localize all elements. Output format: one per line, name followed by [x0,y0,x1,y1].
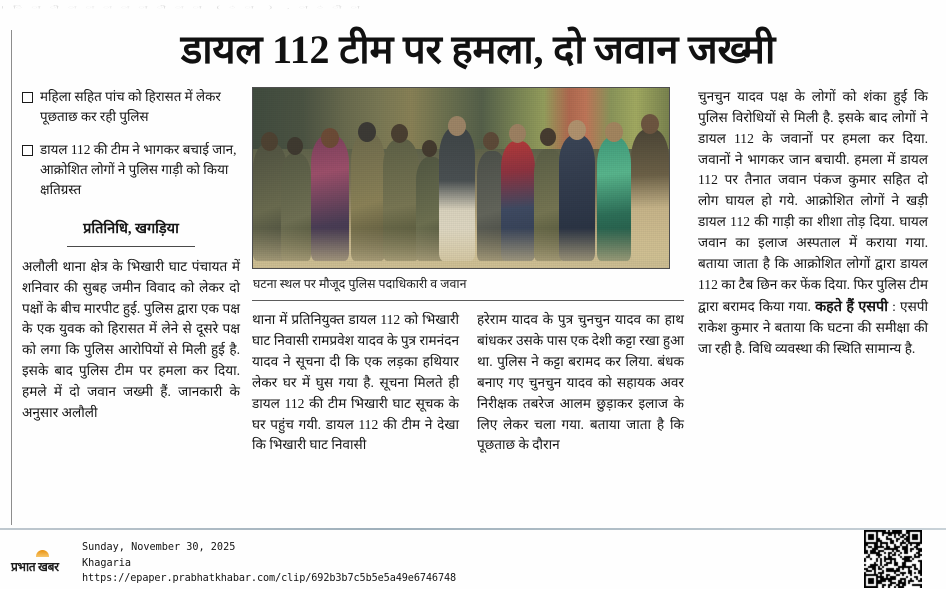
photo-scene [253,88,669,268]
byline-block [22,218,240,246]
middle-text-columns [252,310,684,456]
column-1 [22,87,252,517]
summary-bullets [22,87,240,201]
publication-name: प्रभात खबर [11,560,59,575]
article-columns [22,87,934,517]
footer-content [10,540,456,587]
column-3 [477,310,684,456]
body-paragraph-2: थाना में प्रतिनियुक्त डायल 112 को भिखारी घाट निवासी रामप्रवेश यादव के पुत्र रामनंदन यादव ने सूचना दी कि एक लड़का हथियार लेकर घर में घुस गया है. सूचना मिलते ही डायल 112 की टीम भिखारी घाट सूचक के घर पहुंच गयी. डायल 112 की टीम ने देखा कि भिखारी घाट निवासी [252,311,459,453]
body-paragraph-1: अलौली थाना क्षेत्र के भिखारी घाट पंचायत में शनिवार की सुबह जमीन विवाद को लेकर दो पक्षों के बीच मारपीट हुई. पुलिस द्वारा एक पक्ष के एक युवक को हिरासत में लेने से दूसरे पक्ष को लगा कि पुलिस आरोपियों से मिली हुई है. इसके बाद पुलिस टीम पर हमला कर दिया. हमले में दो जवान जख्मी हैं. जानकारी के अनुसार अलौली [22,258,240,421]
square-bullet-icon [22,145,33,156]
column-middle [252,87,684,517]
clip-url[interactable]: https://epaper.prabhatkhabar.com/clip/692b3b7c5b5e5a49e6746748 [82,573,457,584]
footer-divider [0,528,946,530]
clip-metadata [82,540,456,587]
sun-icon [36,550,49,557]
sp-quote-lead-in: कहते हैं एसपी [815,299,888,316]
list-item [22,140,240,200]
prabhat-khabar-logo-icon [10,546,70,580]
byline-divider [67,246,195,247]
edition-name: Khagaria [82,557,132,569]
square-bullet-icon [22,92,33,103]
article-body [22,22,934,520]
photo-caption: घटना स्थल पर मौजूद पुलिस पदाधिकारी व जवान [252,269,684,301]
column4-text-part1: चुनचुन यादव पक्ष के लोगों को शंका हुई कि पुलिस विरोधियों से मिली है. इसके बाद लोगों ने डायल 112 के जवानों पर हमला कर दिया. जवानों ने भागकर जान बचायी. हमला में डायल 112 पर तैनात जवान पंकज कुमार सहित दो लोग घायल हो गये. आक्रोशित लोगों ने खड़ी डायल 112 की गाड़ी का शीशा तोड़ दिया. घायल जवान का इलाज अस्पताल में कराया गया. बताया जाता है कि आक्रोशित लोगों द्वारा डायल 112 का टैब छिन कर फेंक दिया. फिर पुलिस टीम द्वारा बरामद किया गया. [698,88,928,315]
clipped-page-remnant: । ि ा ी ः ः ः ः ा ी ः ा ( ं ा ) , ा ं ी ा [0,5,366,10]
bullet-text: डायल 112 की टीम ने भागकर बचाई जान, आक्रोशित लोगों ने पुलिस गाड़ी को किया क्षतिग्रस्त [40,142,237,198]
qr-code-icon[interactable] [864,530,922,588]
clip-footer [0,528,946,589]
list-item [22,87,240,127]
page-title: डायल 112 टीम पर हमला, दो जवान जख्मी [180,27,776,72]
left-column-rule [11,30,12,525]
column4-text-part2: : एसपी राकेश कुमार ने बताया कि घटना की समीक्षा की जा रही है. विधि व्यवस्था की स्थिति सामान्य है. [698,299,929,357]
photo-halftone-grain [253,88,669,268]
body-paragraph-4 [698,87,928,360]
article-photo [252,87,670,269]
bullet-text: महिला सहित पांच को हिरासत में लेकर पूछताछ कर रही पुलिस [40,88,221,124]
publication-date: Sunday, November 30, 2025 [82,542,236,553]
column-4 [684,87,928,517]
column-2 [252,310,459,456]
body-paragraph-3: हरेराम यादव के पुत्र चुनचुन यादव का हाथ बांधकर उसके पास एक देशी कट्टा रखा हुआ था. पुलिस ने कट्टा बरामद कर लिया. बंधक बनाए गए चुनचुन यादव को सहायक अवर निरीक्षक तबरेज आलम छुड़ाकर इलाज के लिए लेकर चला गया. बताया जाता है कि पूछताछ के दौरान [477,311,684,453]
byline: प्रतिनिधि, खगड़िया [83,221,179,238]
